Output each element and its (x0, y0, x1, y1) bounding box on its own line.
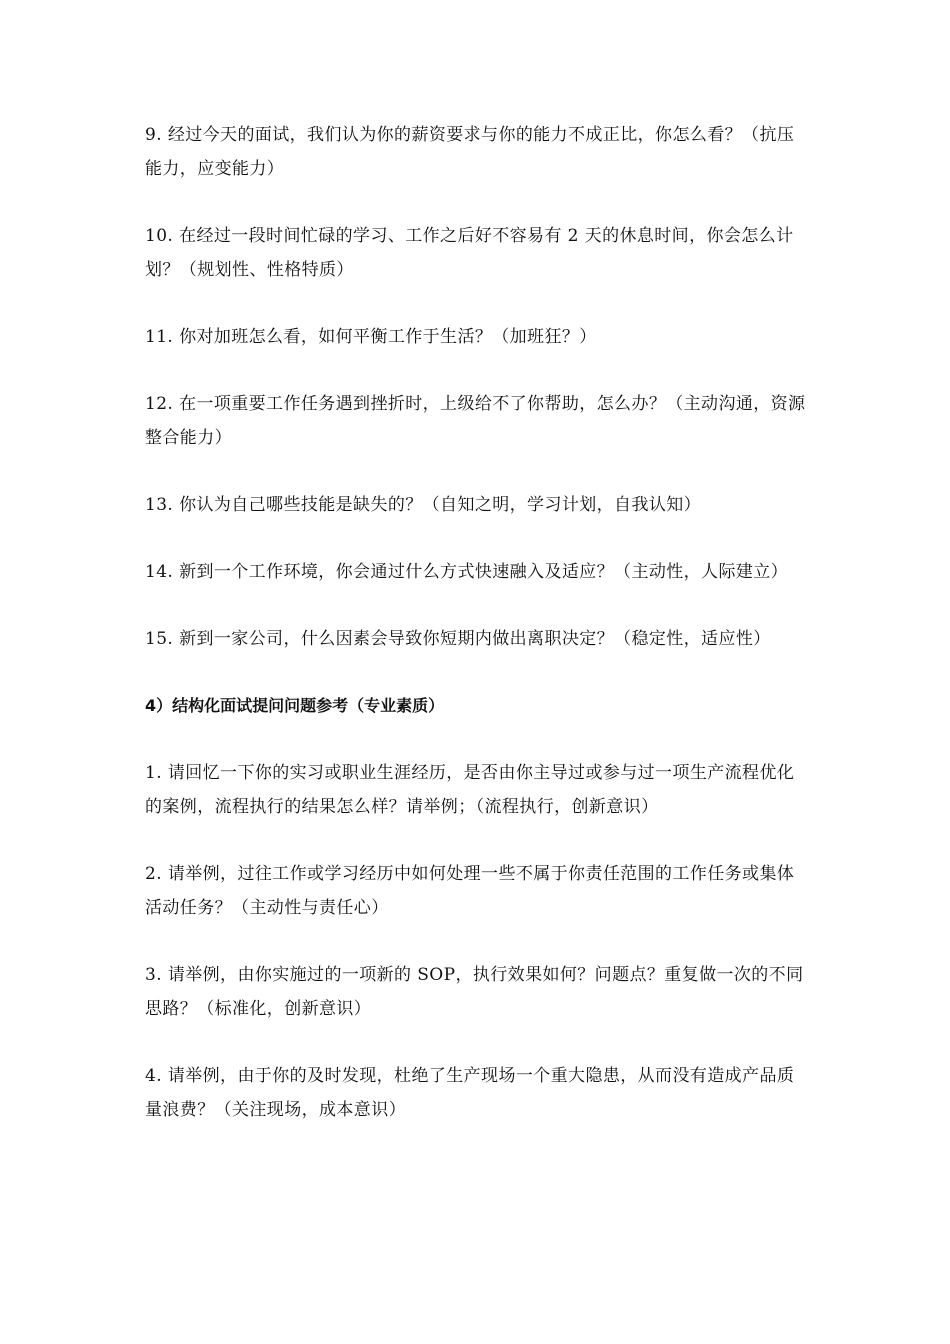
question-number: 13. (145, 495, 174, 515)
section-heading: 4）结构化面试提问问题参考（专业素质） (145, 696, 445, 715)
question-item-11 (145, 320, 810, 354)
question-text: 请举例，过往工作或学习经历中如何处理一些不属于你责任范围的工作任务或集体活动任务？（主动性与责任心） (145, 864, 795, 918)
question-item-10 (145, 219, 810, 287)
question-item-2 (145, 857, 810, 925)
question-text: 你对加班怎么看，如何平衡工作于生活？（加班狂？） (179, 327, 597, 347)
question-item-15 (145, 622, 810, 656)
question-number: 10. (145, 226, 174, 246)
question-text: 请举例，由你实施过的一项新的 SOP，执行效果如何？问题点？重复做一次的不同思路？（标准化，创新意识） (145, 965, 804, 1019)
question-item-13 (145, 488, 810, 522)
question-text: 新到一家公司，什么因素会导致你短期内做出离职决定？（稳定性，适应性） (179, 629, 771, 649)
question-text: 你认为自己哪些技能是缺失的？（自知之明，学习计划，自我认知） (179, 495, 702, 515)
question-number: 3. (145, 965, 163, 985)
question-text: 在一项重要工作任务遇到挫折时，上级给不了你帮助，怎么办？（主动沟通，资源整合能力） (145, 394, 806, 448)
question-item-14 (145, 555, 810, 589)
question-number: 11. (145, 327, 174, 347)
question-item-3 (145, 958, 810, 1026)
question-item-4 (145, 1059, 810, 1127)
question-number: 14. (145, 562, 174, 582)
question-number: 9. (145, 125, 163, 145)
question-number: 2. (145, 864, 163, 884)
question-item-9 (145, 118, 810, 186)
question-text: 新到一个工作环境，你会通过什么方式快速融入及适应？（主动性，人际建立） (179, 562, 789, 582)
question-number: 15. (145, 629, 174, 649)
question-item-1 (145, 756, 810, 824)
question-text: 请回忆一下你的实习或职业生涯经历，是否由你主导过或参与过一项生产流程优化的案例，流程执行的结果怎么样？请举例；（流程执行，创新意识） (145, 763, 795, 817)
question-number: 4. (145, 1066, 163, 1086)
document-page (145, 118, 810, 1127)
question-text: 经过今天的面试，我们认为你的薪资要求与你的能力不成正比，你怎么看？（抗压能力，应变能力） (145, 125, 795, 179)
question-number: 1. (145, 763, 163, 783)
question-number: 12. (145, 394, 174, 414)
question-text: 请举例，由于你的及时发现，杜绝了生产现场一个重大隐患，从而没有造成产品质量浪费？（关注现场，成本意识） (145, 1066, 795, 1120)
question-item-12 (145, 387, 810, 455)
question-text: 在经过一段时间忙碌的学习、工作之后好不容易有 2 天的休息时间，你会怎么计划？（规划性、性格特质） (145, 226, 794, 280)
